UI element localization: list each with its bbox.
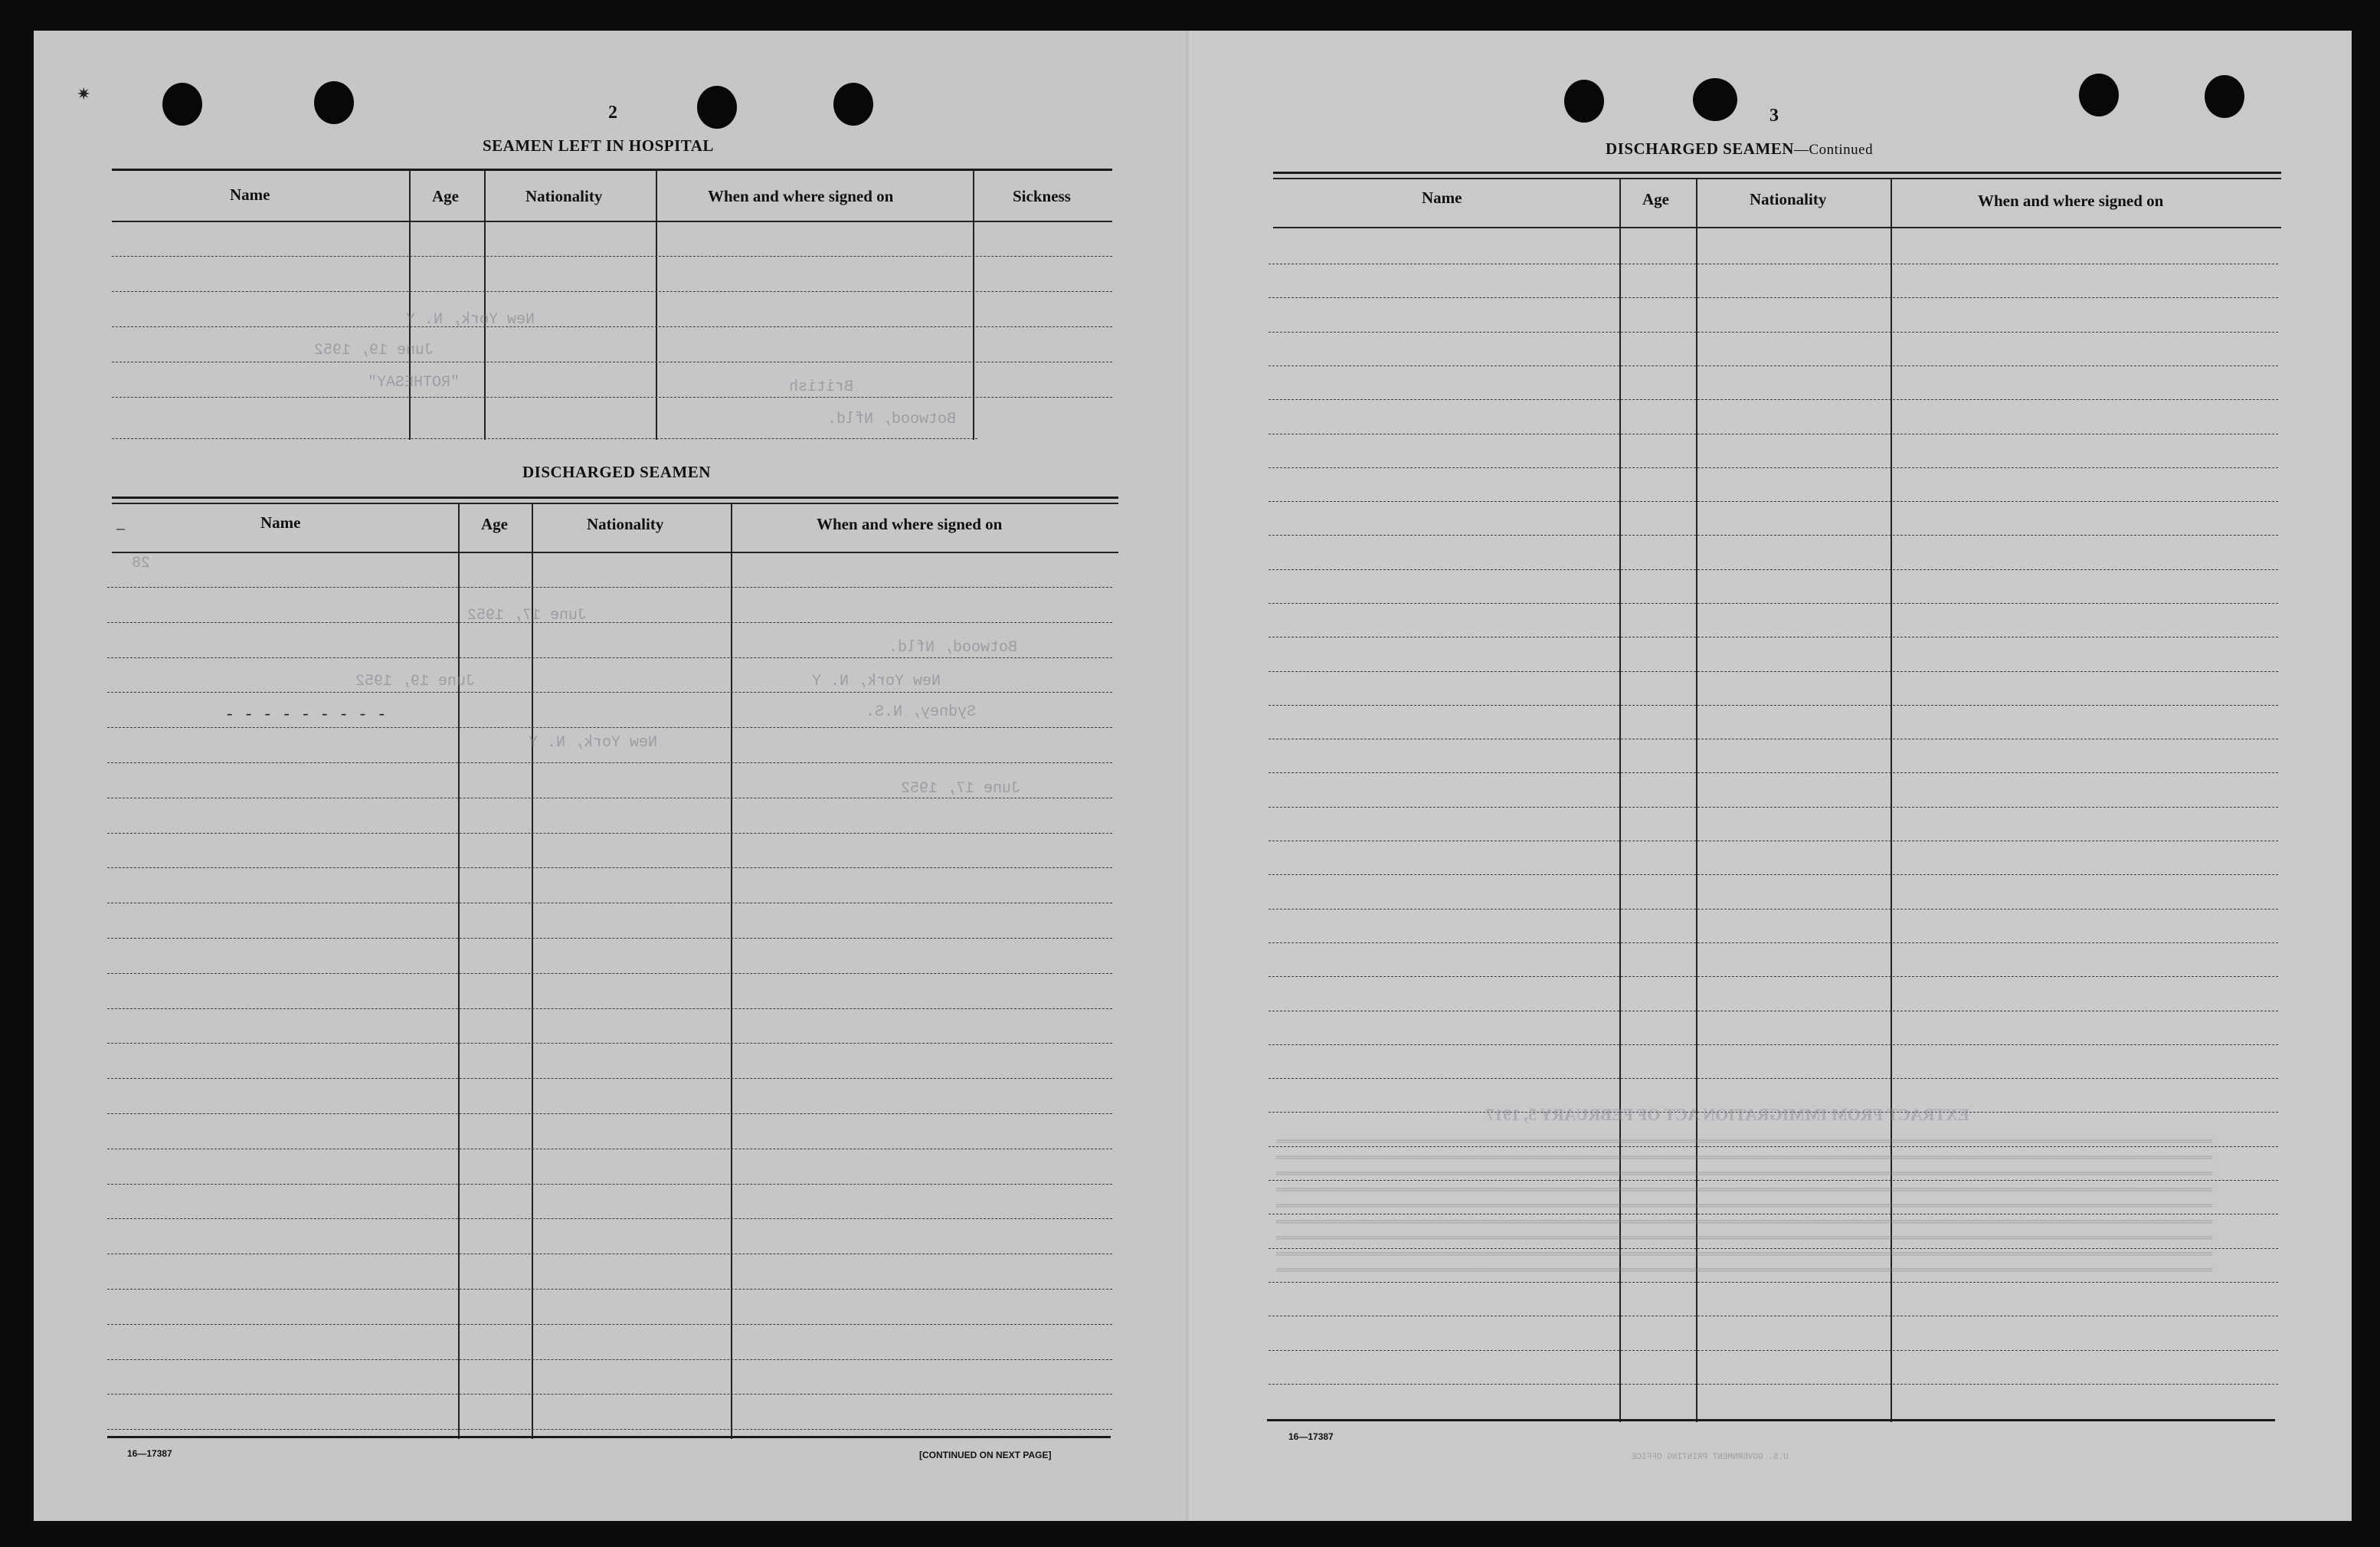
bleed-through-text: New York, N. Y [812, 673, 941, 690]
column-divider [973, 170, 974, 440]
discharged-continued-title [1606, 139, 1873, 159]
bleed-through-text: New York, N. Y [529, 734, 658, 752]
column-header-age: Age [1642, 190, 1669, 208]
continued-note: [CONTINUED ON NEXT PAGE] [919, 1450, 1052, 1460]
table-row [1269, 467, 2278, 468]
table-row [112, 291, 1112, 292]
form-number: 16—17387 [127, 1448, 172, 1459]
table-top-rule-double [112, 503, 1118, 504]
column-header-name: Name [1422, 188, 1462, 207]
punch-hole [697, 86, 737, 129]
table-row [1269, 807, 2278, 808]
bleed-through-footer: U.S. GOVERNMENT PRINTING OFFICE [1632, 1453, 1789, 1462]
table-row [107, 1043, 1112, 1044]
table-row [1269, 705, 2278, 706]
column-header-nationality: Nationality [525, 187, 603, 205]
table-row [1269, 976, 2278, 977]
page-number: 2 [608, 103, 617, 123]
column-header-name: Name [230, 185, 270, 204]
punch-hole [162, 83, 202, 126]
column-divider [458, 504, 460, 1439]
column-divider [484, 170, 486, 440]
table-bottom-rule [107, 1436, 1111, 1438]
table-row [1269, 569, 2278, 570]
table-row [107, 1113, 1112, 1114]
table-row [1269, 297, 2278, 298]
right-page [1192, 31, 2352, 1521]
table-row [1269, 365, 2278, 366]
table-row [107, 1324, 1112, 1325]
table-row [107, 657, 1112, 658]
table-row [1269, 671, 2278, 672]
bleed-through-text: Botwood, Nfld. [889, 639, 1018, 657]
table-row [1269, 603, 2278, 604]
table-row [1269, 332, 2278, 333]
table-row [107, 973, 1112, 974]
bleed-through-text: "ROTHESAY" [368, 374, 460, 392]
table-top-rule-double [1273, 178, 2281, 179]
column-header-signed-on: When and where signed on [708, 187, 894, 205]
bleed-through-text: June 17, 1952 [467, 607, 588, 624]
table-row [1269, 1282, 2278, 1283]
column-header-age: Age [481, 515, 508, 533]
table-row [107, 587, 1112, 588]
column-header-name: Name [260, 513, 301, 532]
column-header-signed-on: When and where signed on [1978, 192, 2164, 210]
bleed-through-heading: EXTRACT FROM IMMIGRATION ACT OF FEBRUARY 5, 1917 [1486, 1105, 1969, 1124]
page-number: 3 [1769, 106, 1779, 126]
bleed-through-text: British [789, 379, 854, 396]
table-header-rule [112, 552, 1118, 553]
column-divider [409, 170, 411, 440]
table-row [107, 1078, 1112, 1079]
table-row [112, 256, 1112, 257]
punch-hole [833, 83, 873, 126]
table-row [107, 1184, 1112, 1185]
table-row [112, 397, 1112, 398]
table-row [1269, 535, 2278, 536]
table-row [1269, 1384, 2278, 1385]
table-row [107, 938, 1112, 939]
table-row [1269, 399, 2278, 400]
table-row [107, 622, 1112, 623]
pencil-dashes: - - - - - - - - - [227, 703, 389, 723]
table-row [1269, 874, 2278, 875]
table-row [1269, 942, 2278, 943]
column-header-age: Age [432, 187, 459, 205]
punch-hole [1693, 78, 1737, 121]
column-divider [532, 504, 533, 1439]
table-row [107, 727, 1112, 728]
table-row [107, 762, 1112, 763]
bleed-through-text: June 19, 1952 [314, 342, 434, 359]
table-row [107, 1289, 1112, 1290]
table-row [107, 833, 1112, 834]
bleed-through-text: New York, N. Y [406, 311, 535, 329]
hospital-section-title: SEAMEN LEFT IN HOSPITAL [483, 136, 714, 155]
punch-hole [314, 81, 354, 124]
table-bottom-rule [1267, 1419, 2275, 1421]
column-header-nationality: Nationality [587, 515, 664, 533]
bleed-through-text: Botwood, Nfld. [827, 411, 957, 428]
column-divider [731, 504, 732, 1439]
bleed-through-text: June 19, 1952 [355, 673, 476, 690]
bleed-through-text: June 17, 1952 [901, 780, 1021, 798]
column-header-nationality: Nationality [1750, 190, 1827, 208]
left-page [34, 31, 1198, 1521]
ink-blot: ✷ [77, 84, 91, 103]
table-row [107, 867, 1112, 868]
table-top-rule [112, 169, 1112, 171]
table-row [1269, 772, 2278, 773]
punch-hole [2205, 75, 2244, 118]
table-row [107, 1429, 1112, 1430]
punch-hole [2079, 74, 2119, 116]
table-top-rule [112, 497, 1118, 499]
bleed-through-text: 28 [132, 555, 151, 572]
table-row [1269, 1350, 2278, 1351]
bleed-through-paragraph: ═══════════════════════════════════════════════════════════════════════════════════════════════════════════════════ ═══════════════════════════════════════════════════════════════════════════════════════════════════════════════════ ═══════════════════════════════════════════════════════════════════════════════════════════════════════════════════ ═══════════════════════════════════════════════════════════════════════════════════════════════════════════════════ ═══════════════════════════════════════════════════════════════════════════════════════════════════════════════════ ═══════════════════════════════════════════════════════════════════════════════════════════════════════════════════ ═══════════════════════════════════════════════════════════════════════════════════════════════════════════════════ ═══════════════════════════════════════════════════════════════════════════════════════════════════════════════════ ═══════════════════════════════════════════════════════════════════════════════════════════════════════════════════ [1276, 1136, 2213, 1277]
discharged-section-title: DISCHARGED SEAMEN [522, 463, 711, 481]
table-top-rule [1273, 172, 2281, 174]
table-row [112, 438, 977, 439]
table-header-rule [112, 221, 1112, 222]
table-row [107, 692, 1112, 693]
ink-dash: – [116, 518, 125, 537]
table-header-rule [1273, 227, 2281, 228]
section-title-suffix: —Continued [1793, 142, 1874, 158]
punch-hole [1564, 80, 1604, 123]
column-divider [656, 170, 657, 440]
column-header-signed-on: When and where signed on [817, 515, 1003, 533]
table-row [1269, 1044, 2278, 1045]
form-number: 16—17387 [1288, 1431, 1334, 1442]
table-row [107, 1359, 1112, 1360]
table-row [1269, 1078, 2278, 1079]
table-row [107, 1218, 1112, 1219]
section-title: DISCHARGED SEAMEN [1606, 139, 1794, 158]
column-header-sickness: Sickness [1013, 187, 1071, 205]
table-row [107, 1008, 1112, 1009]
table-row [1269, 501, 2278, 502]
bleed-through-text: Sydney, N.S. [866, 703, 977, 721]
table-row [107, 1394, 1112, 1395]
table-row [112, 326, 1112, 327]
table-row [1269, 909, 2278, 910]
